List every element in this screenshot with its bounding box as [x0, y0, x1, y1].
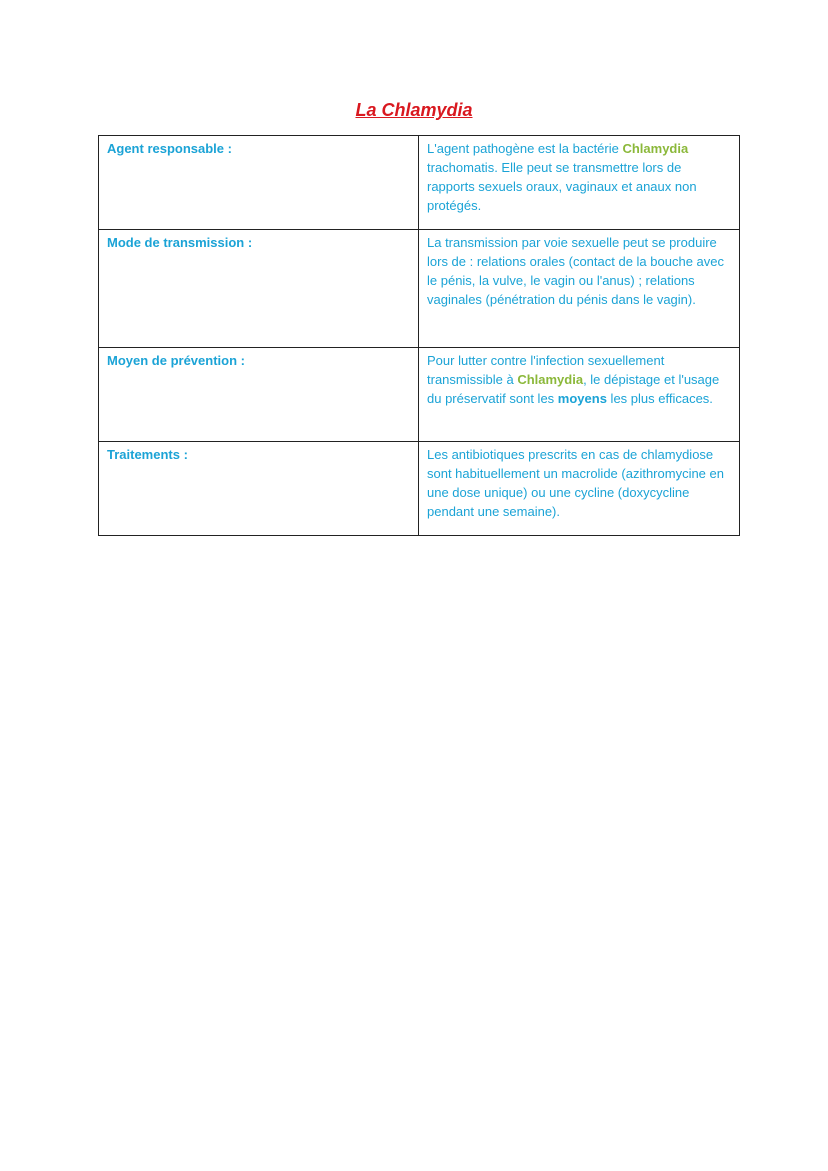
- value-part: les plus efficaces.: [606, 391, 713, 406]
- row-label: Traitements :: [99, 442, 419, 536]
- table-row-treatments: [99, 442, 740, 536]
- value-part-bold: moyens: [557, 391, 607, 406]
- value-part: Pour lutter contre l'infection sexuellement transmissible à: [427, 353, 665, 387]
- row-label: Moyen de prévention :: [99, 348, 419, 442]
- value-part-highlight: Chlamydia: [622, 141, 689, 156]
- row-value: [419, 230, 740, 348]
- value-part: La transmission par voie sexuelle peut se produire lors de : relations orales (contact de la bouche avec le pénis, la vulve, le vagin ou l'anus) ; relations vaginales (pénétration du pénis dans le vagin).: [427, 235, 725, 307]
- table-row-agent: [99, 136, 740, 230]
- value-part: trachomatis. Elle peut se transmettre lors de rapports sexuels oraux, vaginaux et anaux non protégés.: [427, 160, 697, 213]
- value-part: L'agent pathogène est la bactérie: [427, 141, 623, 156]
- value-part-highlight: Chlamydia: [517, 372, 584, 387]
- info-table: [98, 135, 740, 536]
- table-row-prevention: [99, 348, 740, 442]
- row-label: Agent responsable :: [99, 136, 419, 230]
- table-row-transmission: [99, 230, 740, 348]
- row-value: [419, 348, 740, 442]
- row-value: [419, 442, 740, 536]
- value-part: , le dépistage et l'usage du préservatif sont les: [427, 372, 720, 406]
- row-label: Mode de transmission :: [99, 230, 419, 348]
- document-title: La Chlamydia: [355, 100, 473, 120]
- value-part: Les antibiotiques prescrits en cas de chlamydiose sont habituellement un macrolide (azithromycine en une dose unique) ou une cycline (doxycycline pendant une semaine).: [427, 447, 724, 519]
- row-value: [419, 136, 740, 230]
